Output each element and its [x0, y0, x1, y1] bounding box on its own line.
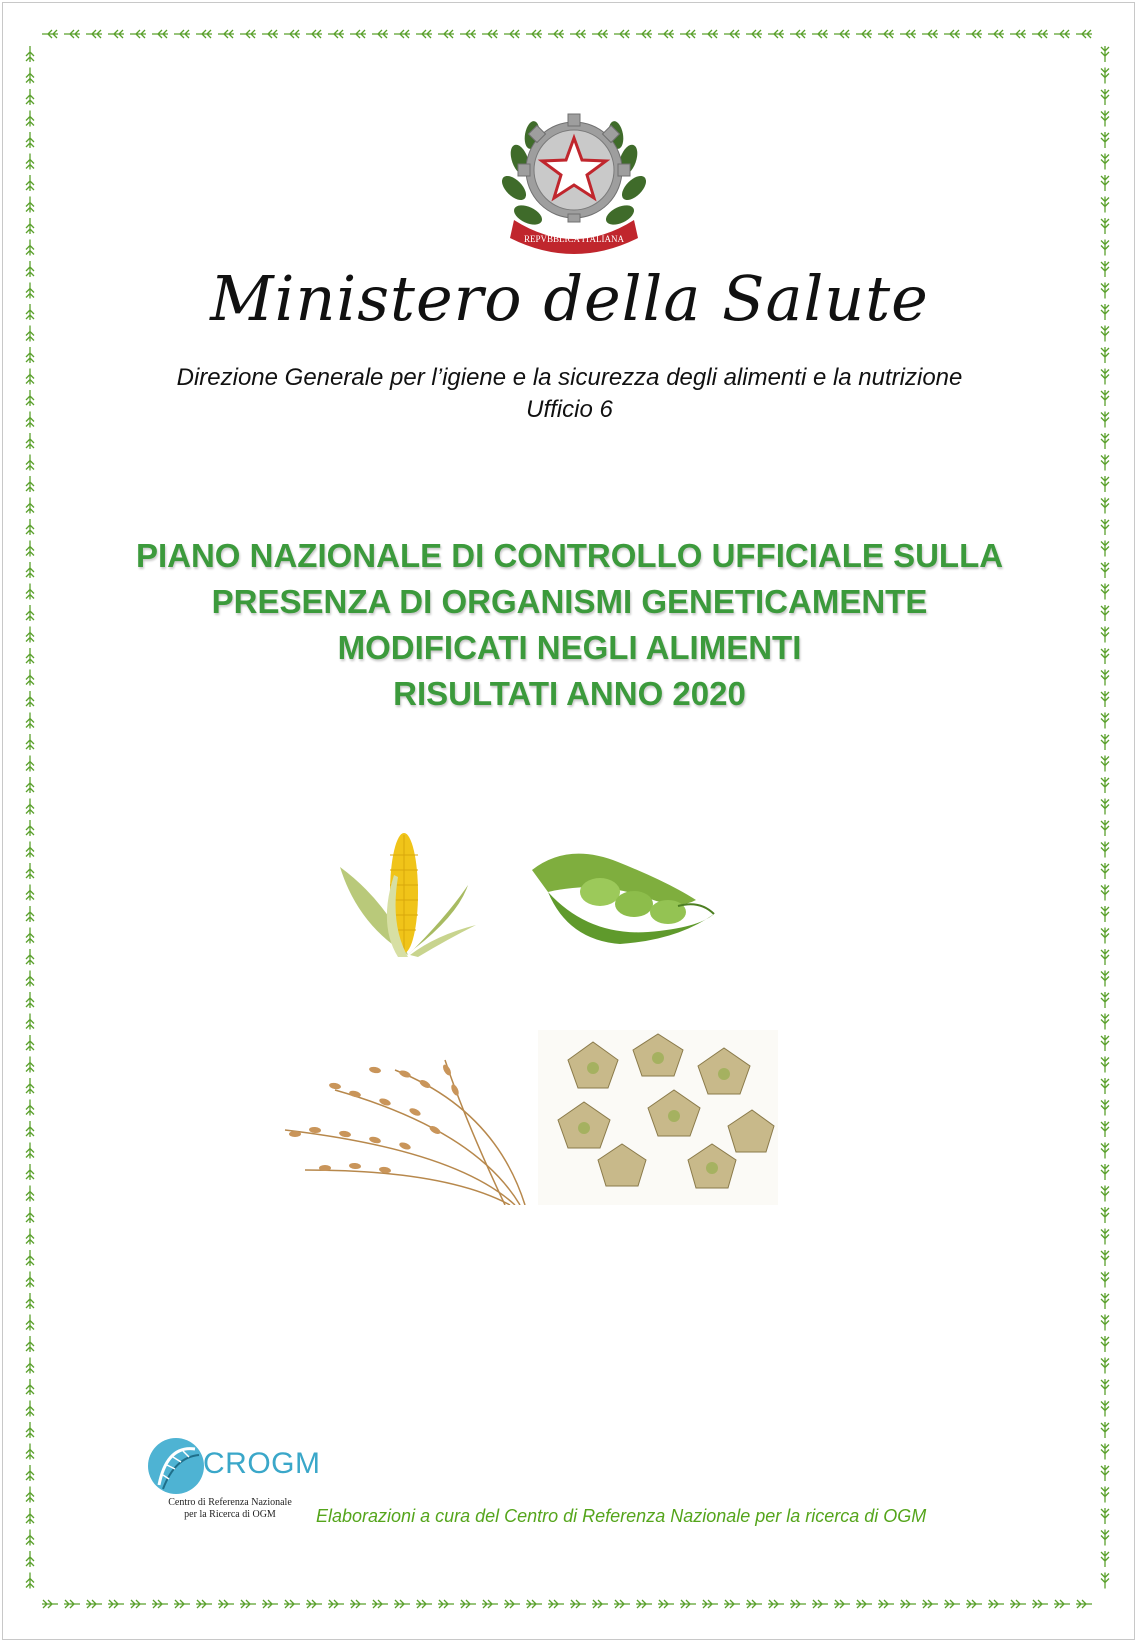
border-sprig — [504, 30, 520, 38]
border-sprig — [548, 1600, 564, 1608]
border-sprig — [1101, 734, 1109, 750]
border-sprig — [26, 519, 34, 535]
border-sprig — [26, 476, 34, 492]
border-sprig — [1101, 1379, 1109, 1395]
border-sprig — [614, 30, 630, 38]
border-sprig — [1101, 1250, 1109, 1266]
border-sprig — [1101, 1551, 1109, 1567]
border-sprig — [26, 1057, 34, 1073]
border-sprig — [26, 1573, 34, 1589]
border-sprig — [1101, 1186, 1109, 1202]
border-sprig — [1076, 30, 1092, 38]
border-sprig — [152, 30, 168, 38]
border-sprig — [26, 1487, 34, 1503]
border-sprig — [26, 347, 34, 363]
border-sprig — [1101, 455, 1109, 471]
border-sprig — [944, 1600, 960, 1608]
border-sprig — [26, 498, 34, 514]
border-sprig — [240, 30, 256, 38]
border-sprig — [1101, 1143, 1109, 1159]
border-sprig — [26, 1401, 34, 1417]
border-sprig — [26, 820, 34, 836]
border-sprig — [988, 30, 1004, 38]
border-sprig — [1101, 519, 1109, 535]
border-sprig — [26, 992, 34, 1008]
border-sprig — [592, 1600, 608, 1608]
crogm-logo — [145, 1435, 325, 1535]
border-sprig — [1101, 799, 1109, 815]
border-sprig — [1101, 1336, 1109, 1352]
border-sprig — [26, 1035, 34, 1051]
border-sprig — [1101, 820, 1109, 836]
crogm-name: CROGM — [203, 1447, 321, 1480]
border-sprig — [636, 30, 652, 38]
border-sprig — [1076, 1600, 1092, 1608]
title-line-4: RISULTATI ANNO 2020 — [393, 675, 746, 712]
border-sprig — [812, 1600, 828, 1608]
border-sprig — [570, 1600, 586, 1608]
border-sprig — [1101, 1121, 1109, 1137]
document-title — [60, 533, 1079, 717]
border-sprig — [86, 1600, 102, 1608]
border-sprig — [26, 1229, 34, 1245]
border-sprig — [26, 455, 34, 471]
soybean-pod-icon — [528, 840, 718, 950]
border-sprig — [26, 1164, 34, 1180]
border-sprig — [1010, 30, 1026, 38]
border-sprig — [1101, 240, 1109, 256]
border-sprig — [26, 1315, 34, 1331]
border-sprig — [1101, 863, 1109, 879]
border-sprig — [284, 30, 300, 38]
credit-line: Elaborazioni a cura del Centro di Referenza Nazionale per la ricerca di OGM — [316, 1506, 927, 1526]
border-sprig — [1101, 906, 1109, 922]
border-sprig — [1101, 433, 1109, 449]
italian-republic-emblem-icon — [498, 90, 650, 258]
border-sprig — [26, 584, 34, 600]
border-sprig — [26, 218, 34, 234]
border-sprig — [350, 30, 366, 38]
border-sprig — [26, 1336, 34, 1352]
border-sprig — [262, 1600, 278, 1608]
border-sprig — [680, 1600, 696, 1608]
border-sprig — [1101, 89, 1109, 105]
border-sprig — [746, 1600, 762, 1608]
border-sprig — [26, 541, 34, 557]
border-sprig — [26, 1272, 34, 1288]
border-sprig — [64, 1600, 80, 1608]
border-sprig — [328, 1600, 344, 1608]
border-sprig — [1054, 1600, 1070, 1608]
border-sprig — [26, 1121, 34, 1137]
border-sprig — [1101, 885, 1109, 901]
border-sprig — [130, 1600, 146, 1608]
border-sprig — [1101, 218, 1109, 234]
border-sprig — [350, 1600, 366, 1608]
border-sprig — [26, 433, 34, 449]
border-sprig — [26, 1465, 34, 1481]
border-sprig — [988, 1600, 1004, 1608]
border-sprig — [26, 691, 34, 707]
border-sprig — [26, 1422, 34, 1438]
border-sprig — [1101, 175, 1109, 191]
border-sprig — [1101, 627, 1109, 643]
border-sprig — [26, 627, 34, 643]
border-sprig — [1101, 777, 1109, 793]
border-sprig — [1010, 1600, 1026, 1608]
border-sprig — [64, 30, 80, 38]
border-sprig — [26, 68, 34, 84]
border-sprig — [438, 30, 454, 38]
border-sprig — [482, 30, 498, 38]
border-sprig — [878, 30, 894, 38]
border-sprig — [1101, 68, 1109, 84]
border-sprig — [1101, 1573, 1109, 1589]
border-sprig — [26, 971, 34, 987]
border-sprig — [1101, 1422, 1109, 1438]
border-sprig — [26, 648, 34, 664]
border-sprig — [1101, 1207, 1109, 1223]
border-sprig — [26, 175, 34, 191]
border-sprig — [26, 197, 34, 213]
border-sprig — [26, 1143, 34, 1159]
ufficio-label: Ufficio 6 — [526, 396, 613, 423]
border-sprig — [1101, 1487, 1109, 1503]
border-sprig — [394, 30, 410, 38]
border-sprig — [570, 30, 586, 38]
border-sprig — [922, 1600, 938, 1608]
border-sprig — [746, 30, 762, 38]
border-sprig — [834, 30, 850, 38]
border-sprig — [1101, 949, 1109, 965]
border-sprig — [1101, 1444, 1109, 1460]
border-sprig — [108, 30, 124, 38]
border-sprig — [218, 1600, 234, 1608]
border-sprig — [130, 30, 146, 38]
border-sprig — [1101, 605, 1109, 621]
border-sprig — [26, 1444, 34, 1460]
border-sprig — [614, 1600, 630, 1608]
border-sprig — [1101, 1293, 1109, 1309]
border-sprig — [42, 30, 58, 38]
border-sprig — [26, 111, 34, 127]
border-sprig — [26, 1078, 34, 1094]
title-line-1: PIANO NAZIONALE DI CONTROLLO UFFICIALE SULLA — [135, 537, 1004, 574]
border-sprig — [548, 30, 564, 38]
border-sprig — [26, 1358, 34, 1374]
border-sprig — [834, 1600, 850, 1608]
border-sprig — [856, 30, 872, 38]
border-sprig — [1101, 541, 1109, 557]
border-sprig — [26, 1530, 34, 1546]
border-sprig — [1101, 197, 1109, 213]
border-sprig — [26, 1293, 34, 1309]
border-sprig — [1101, 1465, 1109, 1481]
border-sprig — [26, 1207, 34, 1223]
border-sprig — [1101, 670, 1109, 686]
border-sprig — [26, 906, 34, 922]
border-sprig — [1101, 756, 1109, 772]
border-sprig — [1101, 46, 1109, 62]
border-sprig — [416, 1600, 432, 1608]
border-sprig — [26, 1100, 34, 1116]
border-sprig — [26, 89, 34, 105]
border-sprig — [1101, 111, 1109, 127]
border-sprig — [482, 1600, 498, 1608]
border-sprig — [26, 756, 34, 772]
border-sprig — [526, 30, 542, 38]
title-line-2: PRESENZA DI ORGANISMI GENETICAMENTE — [211, 583, 928, 620]
border-sprig — [26, 132, 34, 148]
border-sprig — [1101, 1508, 1109, 1524]
border-sprig — [262, 30, 278, 38]
border-sprig — [26, 562, 34, 578]
crogm-subtitle-2: per la Ricerca di OGM — [184, 1509, 276, 1520]
border-sprig — [1101, 1078, 1109, 1094]
border-sprig — [26, 154, 34, 170]
border-sprig — [26, 885, 34, 901]
border-sprig — [26, 240, 34, 256]
border-sprig — [26, 713, 34, 729]
border-sprig — [306, 30, 322, 38]
border-sprig — [26, 842, 34, 858]
emblem-motto: REPVBBLICA ITALIANA — [523, 234, 625, 244]
border-sprig — [306, 1600, 322, 1608]
border-sprig — [196, 30, 212, 38]
border-sprig — [218, 30, 234, 38]
border-sprig — [768, 1600, 784, 1608]
border-sprig — [26, 1250, 34, 1266]
border-sprig — [26, 1014, 34, 1030]
border-sprig — [966, 30, 982, 38]
border-sprig — [1101, 1229, 1109, 1245]
border-sprig — [174, 1600, 190, 1608]
border-sprig — [394, 1600, 410, 1608]
border-sprig — [1101, 132, 1109, 148]
border-sprig — [86, 30, 102, 38]
border-sprig — [26, 863, 34, 879]
border-sprig — [592, 30, 608, 38]
border-sprig — [372, 30, 388, 38]
border-sprig — [1101, 992, 1109, 1008]
border-sprig — [26, 928, 34, 944]
border-sprig — [26, 670, 34, 686]
border-sprig — [42, 1600, 58, 1608]
border-sprig — [438, 1600, 454, 1608]
border-sprig — [460, 30, 476, 38]
border-sprig — [790, 30, 806, 38]
border-sprig — [1101, 476, 1109, 492]
border-sprig — [900, 1600, 916, 1608]
border-sprig — [1101, 1164, 1109, 1180]
border-sprig — [1101, 842, 1109, 858]
border-sprig — [1101, 562, 1109, 578]
border-sprig — [108, 1600, 124, 1608]
border-sprig — [240, 1600, 256, 1608]
border-sprig — [460, 1600, 476, 1608]
border-sprig — [1101, 1100, 1109, 1116]
border-sprig — [1101, 1014, 1109, 1030]
border-sprig — [966, 1600, 982, 1608]
border-sprig — [702, 1600, 718, 1608]
border-sprig — [1101, 691, 1109, 707]
corn-icon — [338, 815, 478, 965]
border-sprig — [1101, 347, 1109, 363]
border-sprig — [26, 1186, 34, 1202]
border-sprig — [768, 30, 784, 38]
border-sprig — [1054, 30, 1070, 38]
border-sprig — [26, 949, 34, 965]
border-sprig — [1101, 1358, 1109, 1374]
border-sprig — [1101, 928, 1109, 944]
border-sprig — [790, 1600, 806, 1608]
border-sprig — [1101, 713, 1109, 729]
cotton-boll-icon — [538, 1030, 778, 1205]
border-sprig — [26, 46, 34, 62]
border-sprig — [1101, 584, 1109, 600]
border-sprig — [658, 1600, 674, 1608]
border-sprig — [1101, 1530, 1109, 1546]
border-sprig — [658, 30, 674, 38]
border-sprig — [900, 30, 916, 38]
border-sprig — [26, 1508, 34, 1524]
border-sprig — [1032, 30, 1048, 38]
rice-panicle-icon — [275, 1050, 530, 1205]
border-sprig — [196, 1600, 212, 1608]
border-sprig — [372, 1600, 388, 1608]
border-sprig — [26, 777, 34, 793]
border-sprig — [174, 30, 190, 38]
border-sprig — [26, 1379, 34, 1395]
border-sprig — [1101, 1035, 1109, 1051]
border-sprig — [1101, 1057, 1109, 1073]
border-sprig — [526, 1600, 542, 1608]
border-sprig — [1032, 1600, 1048, 1608]
border-sprig — [328, 30, 344, 38]
border-sprig — [702, 30, 718, 38]
border-sprig — [1101, 154, 1109, 170]
border-sprig — [26, 605, 34, 621]
border-sprig — [1101, 971, 1109, 987]
border-sprig — [26, 1551, 34, 1567]
border-sprig — [878, 1600, 894, 1608]
border-sprig — [1101, 1272, 1109, 1288]
border-sprig — [152, 1600, 168, 1608]
border-sprig — [1101, 648, 1109, 664]
dna-helix-icon — [145, 1435, 207, 1497]
title-line-3: MODIFICATI NEGLI ALIMENTI — [337, 629, 802, 666]
border-sprig — [856, 1600, 872, 1608]
direzione-generale: Direzione Generale per l’igiene e la sicurezza degli alimenti e la nutrizione — [176, 364, 963, 391]
border-sprig — [724, 1600, 740, 1608]
border-sprig — [26, 734, 34, 750]
border-sprig — [1101, 498, 1109, 514]
border-sprig — [284, 1600, 300, 1608]
border-sprig — [416, 30, 432, 38]
border-sprig — [944, 30, 960, 38]
border-sprig — [812, 30, 828, 38]
border-sprig — [680, 30, 696, 38]
border-sprig — [504, 1600, 520, 1608]
ministry-title: Ministero della Salute — [210, 262, 929, 335]
border-sprig — [636, 1600, 652, 1608]
border-sprig — [922, 30, 938, 38]
border-sprig — [1101, 1401, 1109, 1417]
border-sprig — [26, 799, 34, 815]
border-sprig — [1101, 1315, 1109, 1331]
crogm-subtitle-1: Centro di Referenza Nazionale — [168, 1497, 292, 1508]
border-sprig — [724, 30, 740, 38]
